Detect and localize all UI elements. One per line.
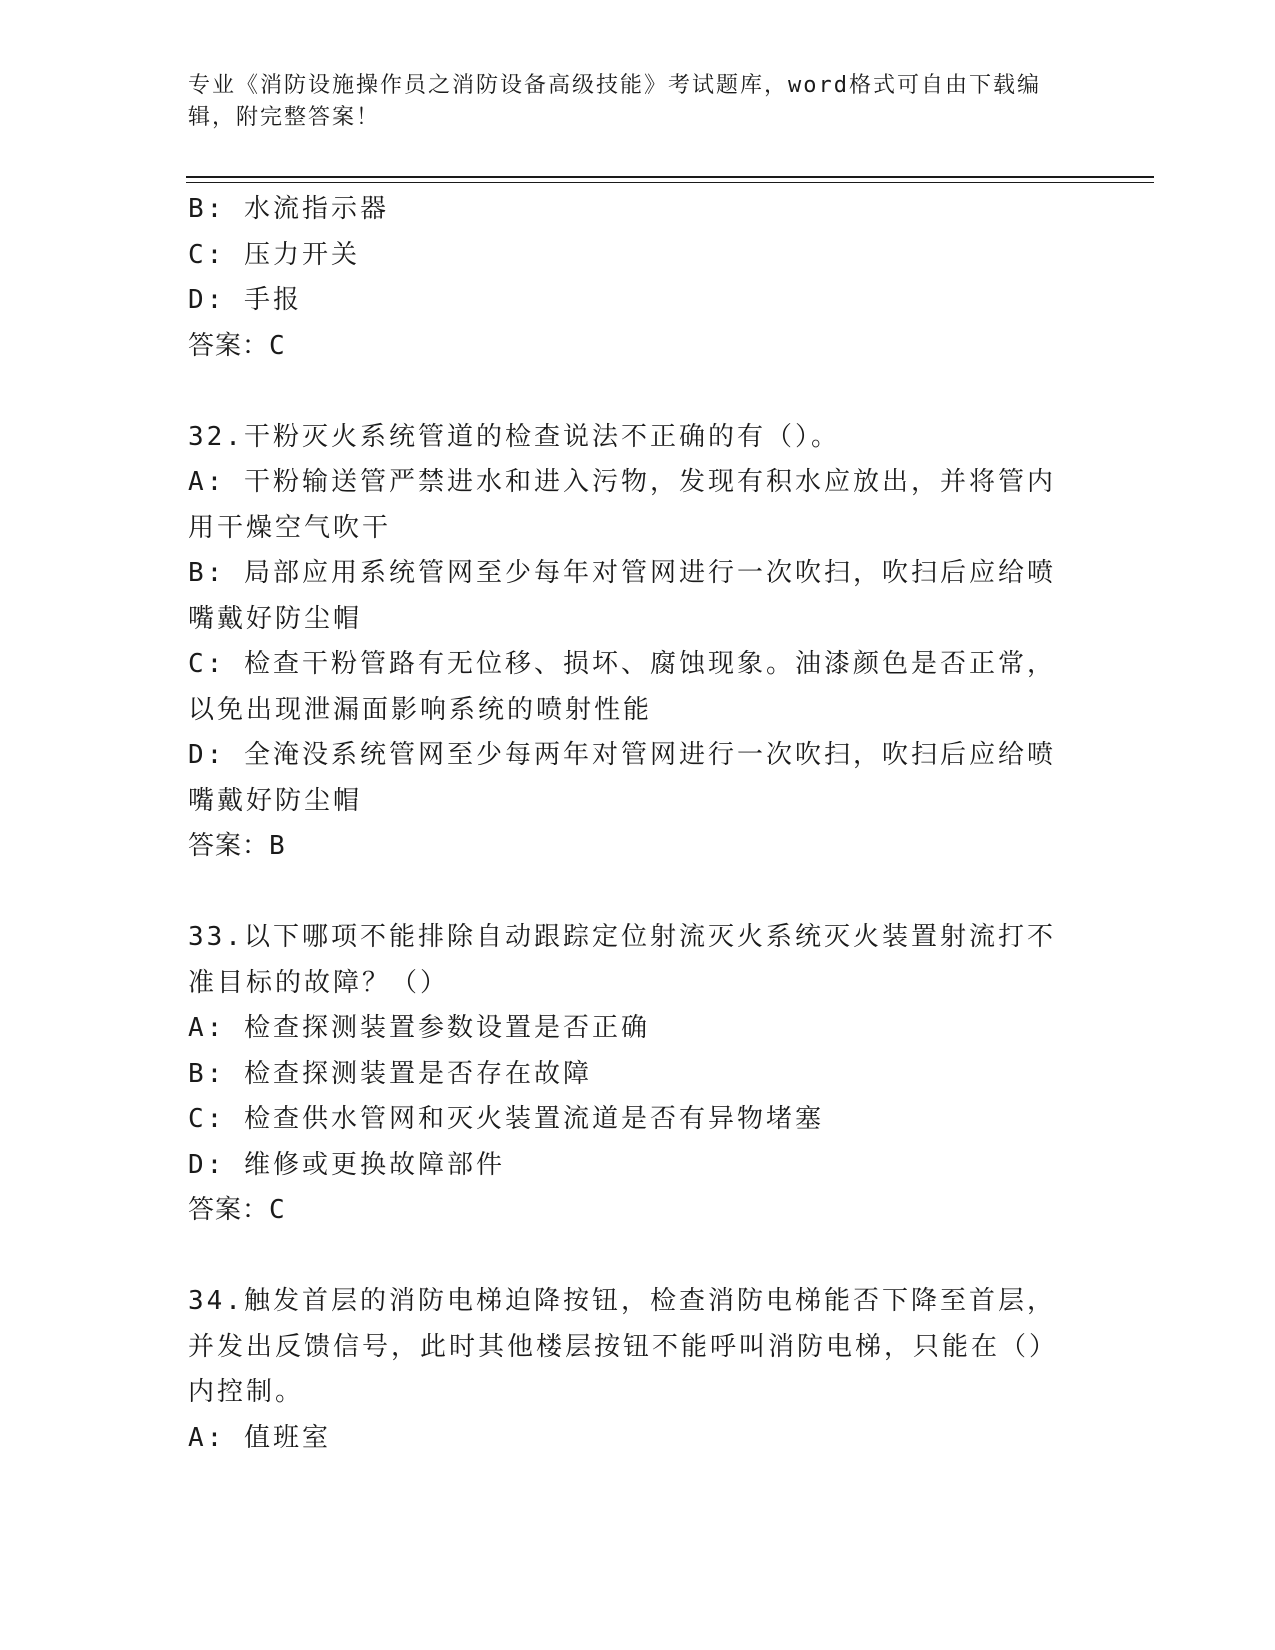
question-34 — [188, 1279, 1068, 1461]
option-c: C: 压力开关 — [188, 239, 360, 270]
question-32 — [188, 415, 1068, 870]
answer-label: 答案： — [188, 330, 270, 361]
option-a: A: 检查探测装置参数设置是否正确 — [188, 1013, 650, 1043]
answer-line — [188, 824, 1068, 870]
option-b: B: 局部应用系统管网至少每年对管网进行一次吹扫，吹扫后应给喷嘴戴好防尘帽 — [188, 558, 1056, 634]
header-text: 专业《消防设施操作员之消防设备高级技能》考试题库，word格式可自由下载编辑，附完整答案！ — [188, 73, 1041, 130]
option-a: A: 干粉输送管严禁进水和进入污物，发现有积水应放出，并将管内用干燥空气吹干 — [188, 467, 1056, 543]
option-b: B: 检查探测装置是否存在故障 — [188, 1058, 592, 1089]
option-d: D: 全淹没系统管网至少每两年对管网进行一次吹扫，吹扫后应给喷嘴戴好防尘帽 — [188, 740, 1056, 816]
question-33 — [188, 915, 1068, 1234]
option-d: D: 手报 — [188, 285, 302, 315]
option-d: D: 维修或更换故障部件 — [188, 1149, 505, 1180]
option-b: B: 水流指示器 — [188, 194, 389, 224]
answer-label: 答案： — [188, 1195, 270, 1225]
option-a: A: 值班室 — [188, 1422, 331, 1453]
header-rule-thick — [186, 176, 1154, 178]
answer-line — [188, 1188, 1068, 1234]
question-text: 32.干粉灭火系统管道的检查说法不正确的有（）。 — [188, 421, 840, 452]
question-text: 33.以下哪项不能排除自动跟踪定位射流灭火系统灭火装置射流打不准目标的故障？（） — [188, 922, 1056, 998]
question-list — [188, 187, 1068, 1461]
option-c: C: 检查供水管网和灭火装置流道是否有异物堵塞 — [188, 1104, 824, 1134]
question-31-tail — [188, 187, 1068, 369]
answer-line — [188, 324, 1068, 370]
answer-value: C — [269, 330, 286, 361]
answer-label: 答案： — [188, 831, 270, 861]
question-text: 34.触发首层的消防电梯迫降按钮，检查消防电梯能否下降至首层，并发出反馈信号，此时其他楼层按钮不能呼叫消防电梯，只能在（）内控制。 — [188, 1286, 1059, 1407]
answer-value: C — [269, 1195, 286, 1225]
header-rule-thin — [186, 182, 1154, 183]
option-c: C: 检查干粉管路有无位移、损坏、腐蚀现象。油漆颜色是否正常，以免出现泄漏面影响系统的喷射性能 — [188, 649, 1056, 725]
document-header — [188, 70, 1068, 134]
answer-value: B — [269, 831, 286, 861]
